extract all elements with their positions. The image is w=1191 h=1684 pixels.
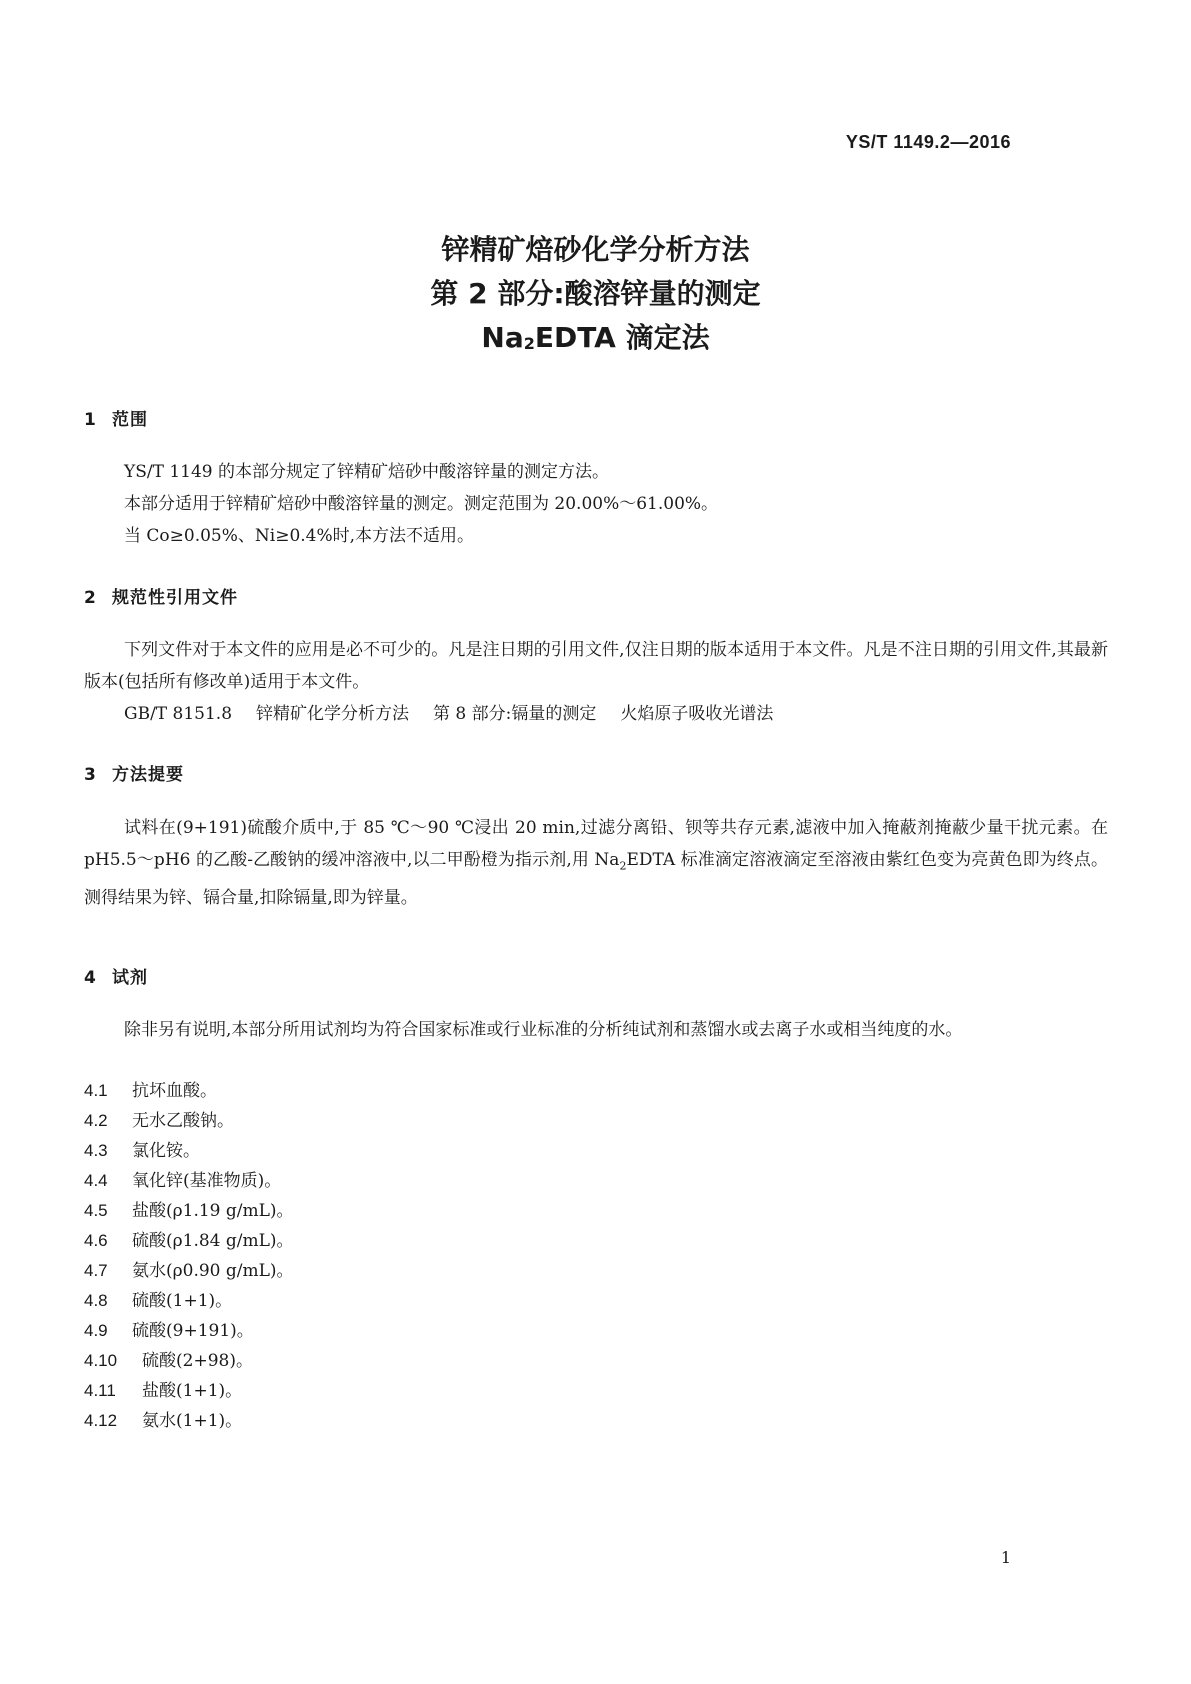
title-line-1: 锌精矿焙砂化学分析方法 [441,233,750,266]
section-number: 4 [84,968,97,988]
reagent-item [84,1226,294,1256]
reagent-item [84,1196,294,1226]
reagent-number: 4.3 [84,1141,108,1160]
normative-reference [84,698,1108,730]
reagent-number: 4.4 [84,1171,108,1190]
section-3-heading [84,760,184,785]
reagent-item [84,1406,242,1436]
reagent-text: 氨水(1+1)。 [142,1411,243,1431]
reagent-item [84,1316,254,1346]
reagent-number: 4.12 [84,1411,118,1430]
document-title [0,228,1191,360]
reagent-number: 4.11 [84,1381,116,1400]
reference-title-c: 火焰原子吸收光谱法 [620,704,774,724]
title-line-3 [0,316,1191,360]
section-2-heading [84,583,238,608]
reagent-number: 4.8 [84,1291,108,1310]
section-1-paragraph-2: 本部分适用于锌精矿焙砂中酸溶锌量的测定。测定范围为 20.00%～61.00%。 [124,494,719,514]
reagent-number: 4.10 [84,1351,118,1370]
reagent-item [84,1256,294,1286]
reagent-text: 抗坏血酸。 [132,1081,217,1101]
title-line-3-suffix: EDTA 滴定法 [534,321,710,354]
reagent-text: 盐酸(1+1)。 [142,1381,243,1401]
section-1-paragraph-3: 当 Co≥0.05%、Ni≥0.4%时,本方法不适用。 [124,526,475,546]
reagent-number: 4.5 [84,1201,108,1220]
section-number: 3 [84,765,97,785]
reagent-text: 盐酸(ρ1.19 g/mL)。 [132,1201,294,1221]
reagent-text: 氧化锌(基准物质)。 [132,1171,282,1191]
reagent-item [84,1376,242,1406]
section-title: 规范性引用文件 [112,588,238,608]
section-1-paragraph-1: YS/T 1149 的本部分规定了锌精矿焙砂中酸溶锌量的测定方法。 [124,462,610,482]
reagent-text: 氯化铵。 [132,1141,200,1161]
reagent-text: 氨水(ρ0.90 g/mL)。 [132,1261,294,1281]
reagent-item [84,1136,200,1166]
reagent-number: 4.9 [84,1321,108,1340]
reagent-number: 4.7 [84,1261,108,1280]
reagent-item [84,1076,217,1106]
section-2-paragraph-1: 下列文件对于本文件的应用是必不可少的。凡是注日期的引用文件,仅注日期的版本适用于本文件。凡是不注日期的引用文件,其最新版本(包括所有修改单)适用于本文件。 [84,640,1108,692]
reagent-number: 4.1 [84,1081,108,1100]
section-number: 1 [84,410,97,430]
reagent-text: 硫酸(1+1)。 [132,1291,233,1311]
reagent-number: 4.6 [84,1231,108,1250]
reagent-text: 无水乙酸钠。 [132,1111,234,1131]
title-line-3-subscript: 2 [523,334,535,353]
reagent-item [84,1106,234,1136]
reagent-text: 硫酸(2+98)。 [142,1351,253,1371]
reagent-number: 4.2 [84,1111,108,1130]
section-4-heading [84,963,148,988]
standard-code: YS/T 1149.2—2016 [845,132,1011,152]
section-title: 方法提要 [112,765,184,785]
title-line-2: 第 2 部分:酸溶锌量的测定 [430,277,761,310]
reagent-item [84,1286,232,1316]
reference-code: GB/T 8151.8 [124,704,233,724]
reagent-text: 硫酸(9+191)。 [132,1321,254,1341]
reference-title-b: 第 8 部分:镉量的测定 [433,704,597,724]
section-4-paragraph-1: 除非另有说明,本部分所用试剂均为符合国家标准或行业标准的分析纯试剂和蒸馏水或去离子水或相当纯度的水。 [124,1020,963,1040]
reagent-item [84,1166,281,1196]
section-title: 试剂 [112,968,148,988]
title-line-3-prefix: Na [481,321,524,354]
section-3-text-b: EDTA 标准滴定溶液滴定至溶液由紫红色变为亮黄色即为终点。测得结果为锌、镉合量,扣除镉量,即为锌量。 [84,850,1108,909]
reagent-item [84,1346,253,1376]
reagent-text: 硫酸(ρ1.84 g/mL)。 [132,1231,294,1251]
page-number: 1 [1000,1548,1011,1567]
section-title: 范围 [112,410,148,430]
section-3-paragraph-1 [84,812,1108,914]
section-1-heading [84,405,148,430]
section-number: 2 [84,588,97,608]
section-3-text-a: 试料在(9+191)硫酸介质中,于 85 ℃～90 ℃浸出 20 min,过滤分离铅、钡等共存元素,滤液中加入掩蔽剂掩蔽少量干扰元素。在 pH5.5～pH6 的乙酸-乙酸钠的缓冲溶液中,以二甲酚橙为指示剂,用 Na [84,818,1108,870]
reference-title-a: 锌精矿化学分析方法 [256,704,410,724]
section-3-subscript: 2 [619,859,627,873]
